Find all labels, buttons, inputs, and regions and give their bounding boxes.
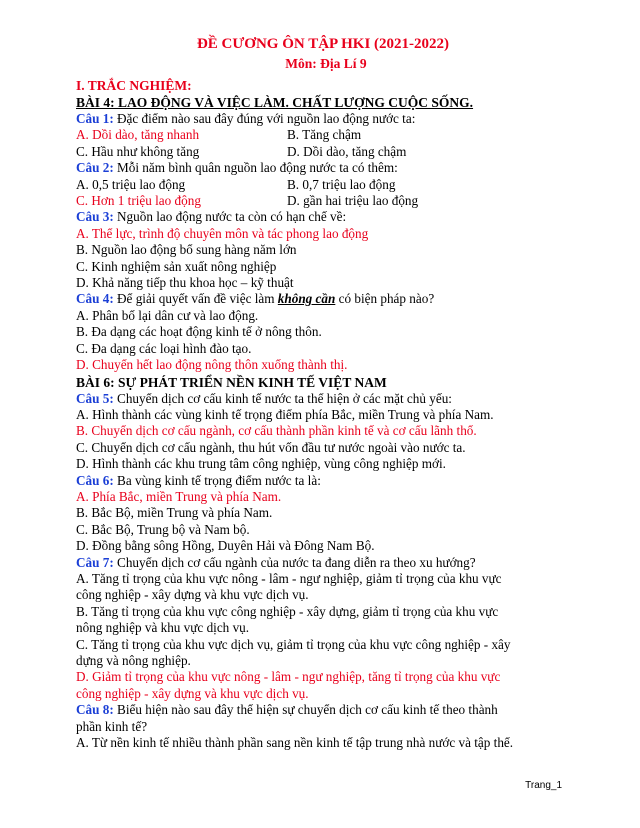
question-number: Câu 8: [76, 702, 114, 718]
answer: C. Kinh nghiệm sản xuất nông nghiệp [76, 258, 277, 274]
answer-correct-continued: công nghiệp - xây dựng và khu vực dịch vụ. [76, 685, 309, 701]
question-number: Câu 4: [76, 291, 114, 307]
question-text: Đặc điểm nào sau đây đúng với nguồn lao động nước ta: [113, 111, 416, 126]
answer: B. Đa dạng các hoạt động kinh tế ở nông thôn. [76, 324, 322, 340]
answer: D. Khả năng tiếp thu khoa học – kỹ thuật [76, 275, 294, 291]
answer: C. Chuyển dịch cơ cấu ngành, thu hút vốn đầu tư nước ngoài vào nước ta. [76, 439, 466, 455]
document-title: ĐỀ CƯƠNG ÔN TẬP HKI (2021-2022) [196, 36, 450, 52]
question-text: Nguồn lao động nước ta còn có hạn chế về: [113, 209, 347, 225]
question-text-continued: phần kinh tế? [76, 718, 148, 734]
answers-row [76, 127, 576, 143]
answer-continued: công nghiệp - xây dựng và khu vực dịch vụ. [76, 587, 309, 603]
question-number: Câu 2: [76, 160, 114, 176]
emphasis-text: không cần [277, 291, 336, 307]
answers-row [76, 144, 576, 160]
question-text: có biện pháp nào? [335, 291, 435, 307]
answer: D. Dồi dào, tăng chậm [287, 143, 407, 159]
answers-row [76, 193, 576, 209]
answer: A. Hình thành các vùng kinh tế trọng điểm phía Bắc, miền Trung và phía Nam. [76, 406, 494, 422]
question-text: Để giải quyết vấn đề việc làm [113, 291, 278, 307]
question-4 [76, 291, 576, 307]
answer-correct: B. Chuyển dịch cơ cấu ngành, cơ cấu thành phần kinh tế và cơ cấu lãnh thổ. [76, 423, 477, 439]
question-text: Biểu hiện nào sau đây thể hiện sự chuyển dịch cơ cấu kinh tế theo thành [113, 702, 498, 718]
answers-row [76, 177, 576, 193]
answer: A. Tăng tỉ trọng của khu vực nông - lâm - ngư nghiệp, giảm tỉ trọng của khu vực [76, 570, 502, 586]
answer: D. Hình thành các khu trung tâm công nghiệp, vùng công nghiệp mới. [76, 456, 446, 472]
question-text: Chuyển dịch cơ cấu kinh tế nước ta thể hiện ở các mặt chủ yếu: [113, 390, 452, 406]
answer: B. Tăng tỉ trọng của khu vực công nghiệp - xây dựng, giảm tỉ trọng của khu vực [76, 603, 499, 619]
answer: A. Phân bố lại dân cư và lao động. [76, 307, 259, 323]
document-subtitle: Môn: Địa Lí 9 [285, 56, 367, 71]
answer: C. Bắc Bộ, Trung bộ và Nam bộ. [76, 521, 250, 537]
question-6 [76, 473, 576, 489]
part-heading: I. TRẮC NGHIỆM: [76, 78, 192, 93]
question-1 [76, 111, 576, 127]
question-text: Chuyển dịch cơ cấu ngành của nước ta đang diễn ra theo xu hướng? [113, 554, 476, 570]
answer-correct: D. Chuyển hết lao động nông thôn xuống thành thị. [76, 357, 348, 373]
answer: D. gần hai triệu lao động [287, 193, 419, 209]
answer-correct: A. Thể lực, trình độ chuyên môn và tác phong lao động [76, 225, 369, 241]
lesson-6-heading: BÀI 6: SỰ PHÁT TRIỂN NỀN KINH TẾ VIỆT NAM [76, 374, 387, 390]
answer: B. 0,7 triệu lao động [287, 176, 396, 192]
question-number: Câu 1: [76, 111, 114, 126]
question-text: Mỗi năm bình quân nguồn lao động nước ta có thêm: [113, 160, 398, 176]
lesson-4-heading: BÀI 4: LAO ĐỘNG VÀ VIỆC LÀM. CHẤT LƯỢNG CUỘC SỐNG. [76, 95, 474, 110]
document-page [76, 34, 576, 751]
answer: C. Hầu như không tăng [76, 143, 200, 159]
answer-continued: nông nghiệp và khu vực dịch vụ. [76, 620, 250, 636]
question-5 [76, 391, 576, 407]
answer: B. Bắc Bộ, miền Trung và phía Nam. [76, 505, 273, 521]
question-7 [76, 555, 576, 571]
question-3 [76, 209, 576, 225]
question-text: Ba vùng kinh tế trọng điểm nước ta là: [113, 472, 321, 488]
answer-correct: D. Giảm tỉ trọng của khu vực nông - lâm - ngư nghiệp, tăng tỉ trọng của khu vực [76, 669, 501, 685]
answer: A. Từ nền kinh tế nhiều thành phần sang nền kinh tế tập trung nhà nước và tập thể. [76, 735, 514, 751]
answer-correct: A. Dồi dào, tăng nhanh [76, 127, 200, 143]
answer: C. Đa dạng các loại hình đào tạo. [76, 340, 252, 356]
answer-continued: dựng và nông nghiệp. [76, 653, 191, 668]
question-number: Câu 3: [76, 209, 114, 225]
answer: A. 0,5 triệu lao động [76, 176, 186, 192]
answer: B. Tăng chậm [287, 127, 362, 143]
question-number: Câu 7: [76, 554, 114, 570]
answer: D. Đồng bằng sông Hồng, Duyên Hải và Đông Nam Bộ. [76, 538, 375, 554]
answer-correct: A. Phía Bắc, miền Trung và phía Nam. [76, 488, 282, 504]
question-number: Câu 6: [76, 472, 114, 488]
answer-correct: C. Hơn 1 triệu lao động [76, 193, 201, 209]
question-number: Câu 5: [76, 390, 114, 406]
question-8 [76, 702, 576, 718]
answer: B. Nguồn lao động bổ sung hàng năm lớn [76, 242, 297, 258]
page-number: Trang_1 [525, 780, 562, 791]
question-2 [76, 160, 576, 176]
answer: C. Tăng tỉ trọng của khu vực dịch vụ, giảm tỉ trọng của khu vực công nghiệp - xây [76, 636, 511, 652]
